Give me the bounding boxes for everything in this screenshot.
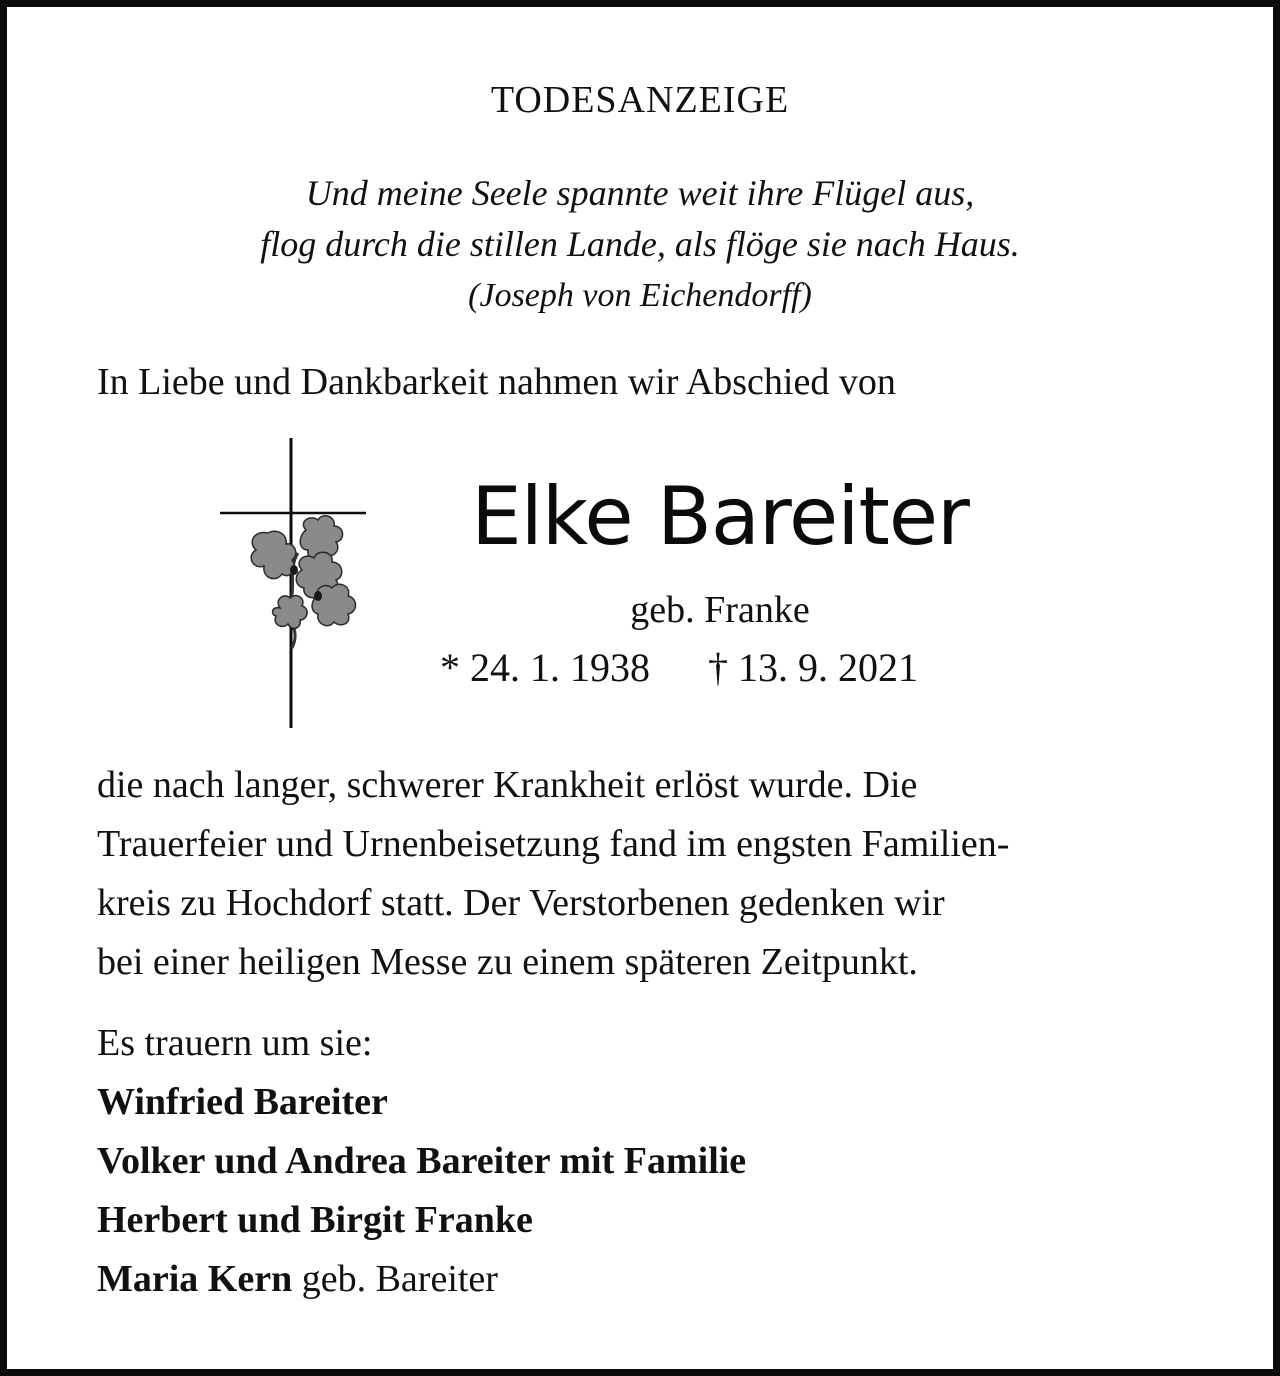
mourner-1: Winfried Bareiter	[97, 1081, 388, 1123]
mourner-4-name: Maria Kern	[97, 1258, 293, 1300]
deceased-name: Elke Bareiter	[471, 470, 969, 563]
life-dates	[440, 644, 918, 691]
body-line-3: kreis zu Hochdorf statt. Der Verstorbenen gedenken wir	[97, 882, 945, 924]
cross-with-oak-leaves-icon	[218, 438, 368, 730]
mourners-list	[97, 1014, 746, 1309]
mourners-intro: Es trauern um sie:	[97, 1022, 373, 1064]
birth-date: * 24. 1. 1938	[440, 645, 650, 690]
notice-body	[97, 756, 1179, 992]
body-line-2: Trauerfeier und Urnenbeisetzung fand im engsten Familien-	[97, 823, 1010, 865]
mourner-4	[97, 1250, 746, 1309]
mourner-3: Herbert und Birgit Franke	[97, 1199, 533, 1241]
poem-author: (Joseph von Eichendorff)	[468, 277, 812, 314]
death-date: † 13. 9. 2021	[708, 645, 918, 690]
notice-heading: TODESANZEIGE	[490, 79, 790, 121]
intro-text: In Liebe und Dankbarkeit nahmen wir Abschied von	[97, 361, 896, 403]
body-line-1: die nach langer, schwerer Krankheit erlöst wurde. Die	[97, 764, 918, 806]
poem	[0, 168, 1280, 270]
maiden-name: geb. Franke	[630, 589, 810, 631]
mourner-4-suffix: geb. Bareiter	[292, 1258, 498, 1300]
poem-line-2: flog durch die stillen Lande, als flöge sie nach Haus.	[260, 224, 1020, 264]
mourner-2: Volker und Andrea Bareiter mit Familie	[97, 1140, 747, 1182]
poem-line-1: Und meine Seele spannte weit ihre Flügel aus,	[305, 173, 975, 213]
body-line-4: bei einer heiligen Messe zu einem späteren Zeitpunkt.	[97, 941, 918, 983]
